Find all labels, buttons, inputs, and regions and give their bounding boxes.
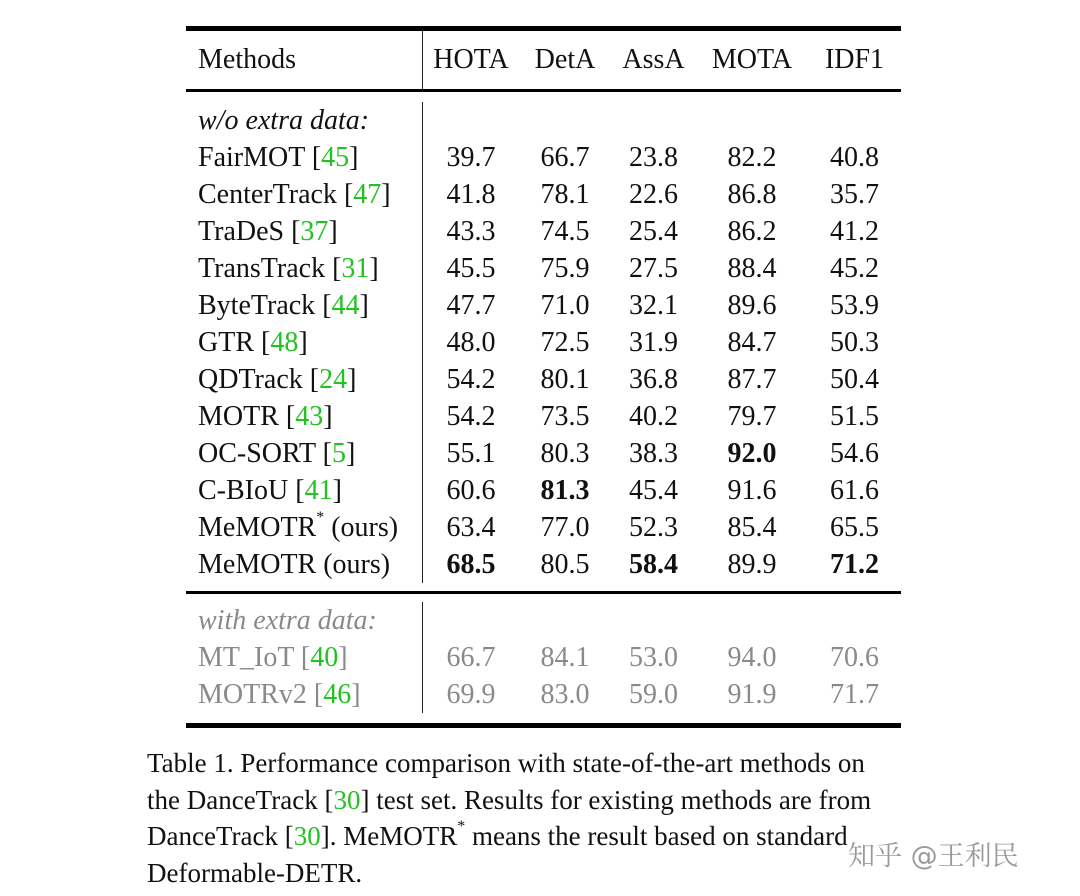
value-cell-idf1: 40.8 — [830, 142, 879, 173]
value-cell-mota: 86.8 — [727, 179, 777, 210]
method-suffix: (ours) — [331, 512, 399, 543]
value-cell-idf1: 50.3 — [830, 327, 879, 358]
value-cell-deta: 83.0 — [540, 679, 590, 710]
value-cell-hota: 68.5 — [446, 549, 496, 580]
table-row — [186, 250, 901, 287]
method-name: ByteTrack — [198, 290, 316, 321]
table-row — [186, 287, 901, 324]
caption-line-1: Table 1. Performance comparison with state-of-the-art methods on — [147, 748, 865, 778]
value-cell-idf1: 35.7 — [830, 179, 879, 210]
header-hota: HOTA — [433, 44, 509, 75]
value-cell-mota: 82.2 — [727, 142, 777, 173]
value-cell-idf1: 41.2 — [830, 216, 879, 247]
value-cell-mota: 86.2 — [727, 216, 777, 247]
citation-link[interactable]: 43 — [295, 401, 324, 432]
table-row — [186, 509, 901, 546]
value-cell-assa: 45.4 — [629, 475, 678, 506]
value-cell-mota: 91.6 — [727, 475, 777, 506]
method-name: QDTrack — [198, 364, 303, 395]
method-name: OC-SORT — [198, 438, 316, 469]
method-name: CenterTrack — [198, 179, 337, 210]
method-name: MT_IoT — [198, 642, 294, 673]
value-cell-deta: 73.5 — [540, 401, 590, 432]
value-cell-mota: 85.4 — [727, 512, 777, 543]
method-cell: QDTrack [24] — [186, 361, 423, 398]
caption-text: . MeMOTR — [329, 821, 458, 851]
citation-link[interactable]: 31 — [341, 253, 370, 284]
value-cell-mota: 91.9 — [727, 679, 777, 710]
value-cell-assa: 23.8 — [629, 142, 678, 173]
method-cell: MT_IoT [40] — [186, 639, 423, 676]
value-cell-hota: 39.7 — [446, 142, 496, 173]
value-cell-assa: 27.5 — [629, 253, 678, 284]
citation-link[interactable]: 30 — [333, 784, 361, 815]
table-row — [186, 361, 901, 398]
value-cell-mota: 87.7 — [727, 364, 777, 395]
watermark: 知乎 @王利民 — [848, 841, 1019, 872]
method-name: GTR — [198, 327, 254, 358]
header-deta: DetA — [534, 44, 596, 75]
citation-link[interactable]: 24 — [319, 364, 348, 395]
method-cell: MOTR [43] — [186, 398, 423, 435]
value-cell-assa: 25.4 — [629, 216, 678, 247]
method-superscript: * — [316, 508, 325, 526]
value-cell-idf1: 71.2 — [830, 549, 879, 580]
citation-link[interactable]: 5 — [331, 438, 346, 469]
table-row — [186, 472, 901, 509]
method-name: MeMOTR — [198, 512, 317, 543]
section-title-text: with extra data: — [186, 602, 423, 639]
caption-text: means the result based on standard — [465, 821, 848, 851]
value-cell-hota: 63.4 — [446, 512, 496, 543]
value-cell-assa: 38.3 — [629, 438, 678, 469]
method-cell: C-BIoU [41] — [186, 472, 423, 509]
citation-link[interactable]: 48 — [270, 327, 299, 358]
table-row — [186, 639, 901, 676]
table-row — [186, 324, 901, 361]
method-cell: ByteTrack [44] — [186, 287, 423, 324]
value-cell-hota: 66.7 — [446, 642, 496, 673]
method-cell: FairMOT [45] — [186, 139, 423, 176]
value-cell-mota: 94.0 — [727, 642, 777, 673]
results-table — [186, 26, 901, 728]
value-cell-idf1: 65.5 — [830, 512, 879, 543]
table-header-row — [186, 31, 901, 89]
value-cell-deta: 80.1 — [540, 364, 590, 395]
value-cell-hota: 69.9 — [446, 679, 496, 710]
method-name: MeMOTR — [198, 549, 317, 580]
caption-line-3: DanceTrack [30]. MeMOTR* means the result based on standard — [147, 818, 848, 851]
citation-link[interactable]: 40 — [310, 642, 339, 673]
caption-text: DanceTrack — [147, 821, 285, 851]
caption-text: the DanceTrack — [147, 784, 325, 815]
value-cell-hota: 60.6 — [446, 475, 496, 506]
citation-link[interactable]: 47 — [353, 179, 382, 210]
header-assa: AssA — [622, 44, 685, 75]
method-cell: GTR [48] — [186, 324, 423, 361]
value-cell-mota: 79.7 — [727, 401, 777, 432]
value-cell-mota: 88.4 — [727, 253, 777, 284]
caption-line-2: the DanceTrack [30] test set. Results for existing methods are from — [147, 784, 872, 815]
citation-link[interactable]: 37 — [300, 216, 329, 247]
value-cell-assa: 31.9 — [629, 327, 678, 358]
method-name: C-BIoU — [198, 475, 289, 506]
section-with-extra-data — [186, 594, 901, 723]
table-caption — [147, 745, 947, 891]
method-name: MOTR — [198, 401, 279, 432]
table-bottom-rule — [186, 723, 901, 728]
value-cell-deta: 78.1 — [540, 179, 590, 210]
value-cell-hota: 45.5 — [446, 253, 496, 284]
value-cell-assa: 59.0 — [629, 679, 678, 710]
value-cell-assa: 32.1 — [629, 290, 678, 321]
value-cell-deta: 66.7 — [540, 142, 590, 173]
header-mota: MOTA — [711, 44, 793, 75]
citation-link[interactable]: 41 — [304, 475, 333, 506]
value-cell-assa: 40.2 — [629, 401, 678, 432]
method-cell: MOTRv2 [46] — [186, 676, 423, 713]
header-idf1: IDF1 — [824, 44, 885, 75]
value-cell-assa: 52.3 — [629, 512, 678, 543]
value-cell-idf1: 50.4 — [830, 364, 879, 395]
header-methods: Methods — [186, 31, 423, 89]
value-cell-deta: 80.3 — [540, 438, 590, 469]
value-cell-deta: 80.5 — [540, 549, 590, 580]
method-cell — [186, 509, 423, 546]
caption-line-4: Deformable-DETR. — [147, 857, 363, 888]
method-name: TraDeS — [198, 216, 285, 247]
value-cell-deta: 72.5 — [540, 327, 590, 358]
value-cell-mota: 89.9 — [727, 549, 777, 580]
value-cell-assa: 58.4 — [629, 549, 678, 580]
table-row — [186, 176, 901, 213]
value-cell-hota: 55.1 — [446, 438, 496, 469]
table-row — [186, 435, 901, 472]
value-cell-hota: 54.2 — [446, 401, 496, 432]
value-cell-deta: 74.5 — [540, 216, 590, 247]
citation-link[interactable]: 46 — [323, 679, 352, 710]
section-without-extra-data — [186, 92, 901, 591]
method-cell — [186, 546, 423, 583]
method-name: FairMOT — [198, 142, 305, 173]
table-row — [186, 139, 901, 176]
method-suffix: (ours) — [323, 549, 391, 580]
method-cell: TransTrack [31] — [186, 250, 423, 287]
value-cell-deta: 71.0 — [540, 290, 590, 321]
citation-link[interactable]: 30 — [293, 821, 321, 851]
method-name: MOTRv2 — [198, 679, 307, 710]
table-row — [186, 546, 901, 583]
method-name: TransTrack — [198, 253, 326, 284]
citation-link[interactable]: 45 — [321, 142, 350, 173]
value-cell-hota: 43.3 — [446, 216, 496, 247]
caption-text: test set. Results for existing methods are from — [369, 784, 872, 815]
value-cell-assa: 36.8 — [629, 364, 678, 395]
value-cell-mota: 84.7 — [727, 327, 777, 358]
value-cell-deta: 84.1 — [540, 642, 590, 673]
citation-link[interactable]: 44 — [331, 290, 360, 321]
value-cell-assa: 22.6 — [629, 179, 678, 210]
value-cell-assa: 53.0 — [629, 642, 678, 673]
value-cell-hota: 54.2 — [446, 364, 496, 395]
value-cell-idf1: 54.6 — [830, 438, 879, 469]
value-cell-idf1: 45.2 — [830, 253, 879, 284]
value-cell-idf1: 53.9 — [830, 290, 879, 321]
value-cell-hota: 47.7 — [446, 290, 496, 321]
value-cell-deta: 75.9 — [540, 253, 590, 284]
section-title-text: w/o extra data: — [186, 102, 423, 139]
table-row — [186, 213, 901, 250]
table-row — [186, 398, 901, 435]
value-cell-hota: 41.8 — [446, 179, 496, 210]
value-cell-mota: 92.0 — [727, 438, 777, 469]
value-cell-idf1: 61.6 — [830, 475, 879, 506]
value-cell-idf1: 70.6 — [830, 642, 879, 673]
value-cell-hota: 48.0 — [446, 327, 496, 358]
section-title — [186, 102, 901, 139]
value-cell-mota: 89.6 — [727, 290, 777, 321]
caption-superscript: * — [457, 818, 466, 835]
method-cell: OC-SORT [5] — [186, 435, 423, 472]
table-row — [186, 676, 901, 713]
section-title — [186, 602, 901, 639]
method-cell: CenterTrack [47] — [186, 176, 423, 213]
method-cell: TraDeS [37] — [186, 213, 423, 250]
value-cell-deta: 77.0 — [540, 512, 590, 543]
value-cell-deta: 81.3 — [540, 475, 590, 506]
value-cell-idf1: 71.7 — [830, 679, 879, 710]
value-cell-idf1: 51.5 — [830, 401, 879, 432]
